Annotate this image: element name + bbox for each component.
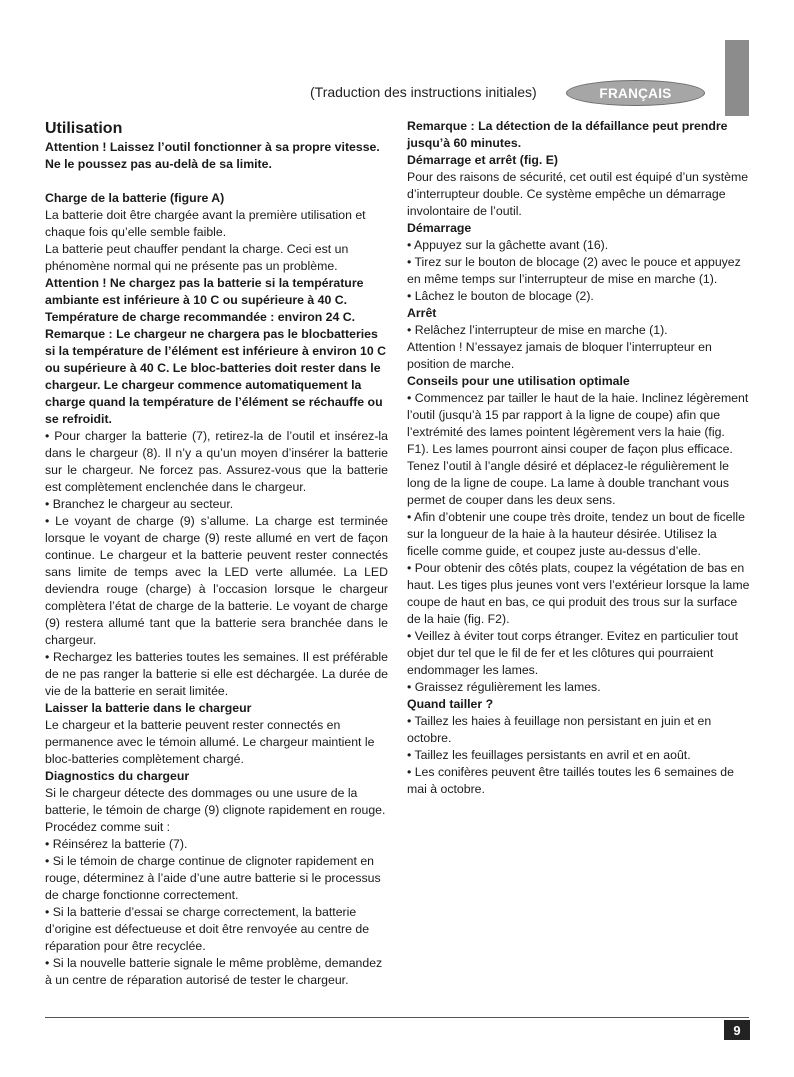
detection-remark: Remarque : La détection de la défaillance peut prendre jusqu’à 60 minutes. [407, 119, 728, 150]
when-bullet-2: • Taillez les feuillages persistants en avril et en août. [407, 748, 691, 762]
when-bullet-1: • Taillez les haies à feuillage non persistant en juin et en octobre. [407, 714, 712, 745]
charging-bullet-4: • Rechargez les batteries toutes les semaines. Il est préférable de ne pas ranger la batterie si elle est déchargée. La durée de vie de la batterie en serait limitée. [45, 650, 388, 698]
start-bullet-1: • Appuyez sur la gâchette avant (16). [407, 238, 609, 252]
start-bullet-2: • Tirez sur le bouton de blocage (2) avec le pouce et appuyez en même temps sur l’interrupteur de mise en marche (1). [407, 255, 741, 286]
charging-bullet-2: • Branchez le chargeur au secteur. [45, 497, 234, 511]
charging-heading: Charge de la batterie (figure A) [45, 191, 225, 205]
diagnostics-paragraph: Si le chargeur détecte des dommages ou une usure de la batterie, le témoin de charge (9) clignote rapidement en rouge. Procédez comme suit : [45, 786, 386, 834]
leave-paragraph: Le chargeur et la batterie peuvent rester connectés en permanence avec le témoin allumé. Le chargeur maintient le bloc-batteries complètement chargé. [45, 718, 375, 766]
diagnostics-bullet-1: • Réinsérez la batterie (7). [45, 837, 188, 851]
when-heading: Quand tailler ? [407, 697, 494, 711]
diagnostics-heading: Diagnostics du chargeur [45, 769, 190, 783]
leave-heading: Laisser la batterie dans le chargeur [45, 701, 252, 715]
language-badge: FRANÇAIS [566, 80, 705, 106]
diagnostics-bullet-2: • Si le témoin de charge continue de clignoter rapidement en rouge, déterminez à l’aide d’une autre batterie si le processus de charge fonctionne correctement. [45, 854, 381, 902]
charging-warning: Attention ! Ne chargez pas la batterie si la température ambiante est inférieure à 10 C ou supérieure à 40 C. Température de charge recommandée : environ 24 C. [45, 276, 364, 324]
tips-bullet-2: • Afin d’obtenir une coupe très droite, tendez un bout de ficelle sur la longueur de la haie à la hauteur désirée. Utilisez la ficelle comme guide, et coupez juste au-dessus d’elle. [407, 510, 745, 558]
stop-warning: Attention ! N’essayez jamais de bloquer l’interrupteur en position de marche. [407, 340, 712, 371]
stop-bullet-1: • Relâchez l’interrupteur de mise en marche (1). [407, 323, 668, 337]
charging-bullet-3: • Le voyant de charge (9) s’allume. La charge est terminée lorsque le voyant de charge (9) reste allumé en vert de façon continue. Le chargeur et la batterie peuvent rester connectés sans limite de temps avec la LED verte allumée. La LED deviendra rouge (charge) à l’occasion lorsque le chargeur complètera l’état de charge de la batterie. Le voyant de charge (9) restera allumé tant que la batterie sera branchée dans le chargeur. [45, 514, 388, 647]
side-index-tab [725, 40, 749, 116]
charging-bullet-1: • Pour charger la batterie (7), retirez-la de l’outil et insérez-la dans le chargeur (8). Il n’y a qu’un moyen d’insérer la batterie sur le chargeur. Ne forcez pas. Assurez-vous que la batterie est complètement enclenchée dans le chargeur. [45, 429, 388, 494]
page-number: 9 [724, 1020, 750, 1040]
charging-remark: Remarque : Le chargeur ne chargera pas le blocbatteries si la température de l’élément est inférieure à environ 10 C ou supérieure à 40 C. Le bloc-batteries doit rester dans le chargeur. Le chargeur commence automatiquement la charge quand la température de l’élément se réchauffe ou se refroidit. [45, 327, 387, 426]
charging-paragraph-2: La batterie peut chauffer pendant la charge. Ceci est un phénomène normal qui ne présente pas un problème. [45, 242, 349, 273]
tips-bullet-4: • Veillez à éviter tout corps étranger. Evitez en particulier tout objet dur tel que le fil de fer et les clôtures qui pourraient endommager les lames. [407, 629, 739, 677]
header-subtitle: (Traduction des instructions initiales) [310, 84, 537, 100]
when-bullet-3: • Les conifères peuvent être taillés toutes les 6 semaines de mai à octobre. [407, 765, 734, 796]
diagnostics-bullet-3: • Si la batterie d’essai se charge correctement, la batterie d’origine est défectueuse et doit être renvoyée au centre de réparation pour être recyclée. [45, 905, 370, 953]
charging-paragraph-1: La batterie doit être chargée avant la première utilisation et chaque fois qu’elle semble faible. [45, 208, 366, 239]
right-column [407, 118, 750, 798]
tips-bullet-5: • Graissez régulièrement les lames. [407, 680, 601, 694]
footer-divider [45, 1017, 749, 1018]
start-heading: Démarrage [407, 221, 472, 235]
intro-warning: Attention ! Laissez l’outil fonctionner à sa propre vitesse. Ne le poussez pas au-delà de sa limite. [45, 140, 380, 171]
left-column [45, 119, 388, 989]
tips-heading: Conseils pour une utilisation optimale [407, 374, 630, 388]
start-stop-heading: Démarrage et arrêt (fig. E) [407, 153, 559, 167]
tips-bullet-1: • Commencez par tailler le haut de la haie. Inclinez légèrement l’outil (jusqu’à 15 par rapport à la ligne de coupe) afin que l’extrémité des lames pointent légèrement vers la haie (fig. F1). Les lames pourront ainsi couper de façon plus efficace. Tenez l’outil à l’angle désiré et déplacez-le régulièrement le long de la ligne de coupe. La lame à double tranchant vous permet de couper dans les deux sens. [407, 391, 749, 507]
tips-bullet-3: • Pour obtenir des côtés plats, coupez la végétation de bas en haut. Les tiges plus jeunes vont vers l’extérieur lorsque la lame coupe de haut en bas, ce qui produit des trous sur la surface de la haie (fig. F2). [407, 561, 750, 626]
section-title: Utilisation [45, 120, 123, 137]
diagnostics-bullet-4: • Si la nouvelle batterie signale le même problème, demandez à un centre de réparation autorisé de tester le chargeur. [45, 956, 383, 987]
stop-heading: Arrêt [407, 306, 437, 320]
start-bullet-3: • Lâchez le bouton de blocage (2). [407, 289, 594, 303]
start-stop-paragraph: Pour des raisons de sécurité, cet outil est équipé d’un système d’interrupteur double. Ce système empêche un démarrage involontaire de l’outil. [407, 170, 749, 218]
